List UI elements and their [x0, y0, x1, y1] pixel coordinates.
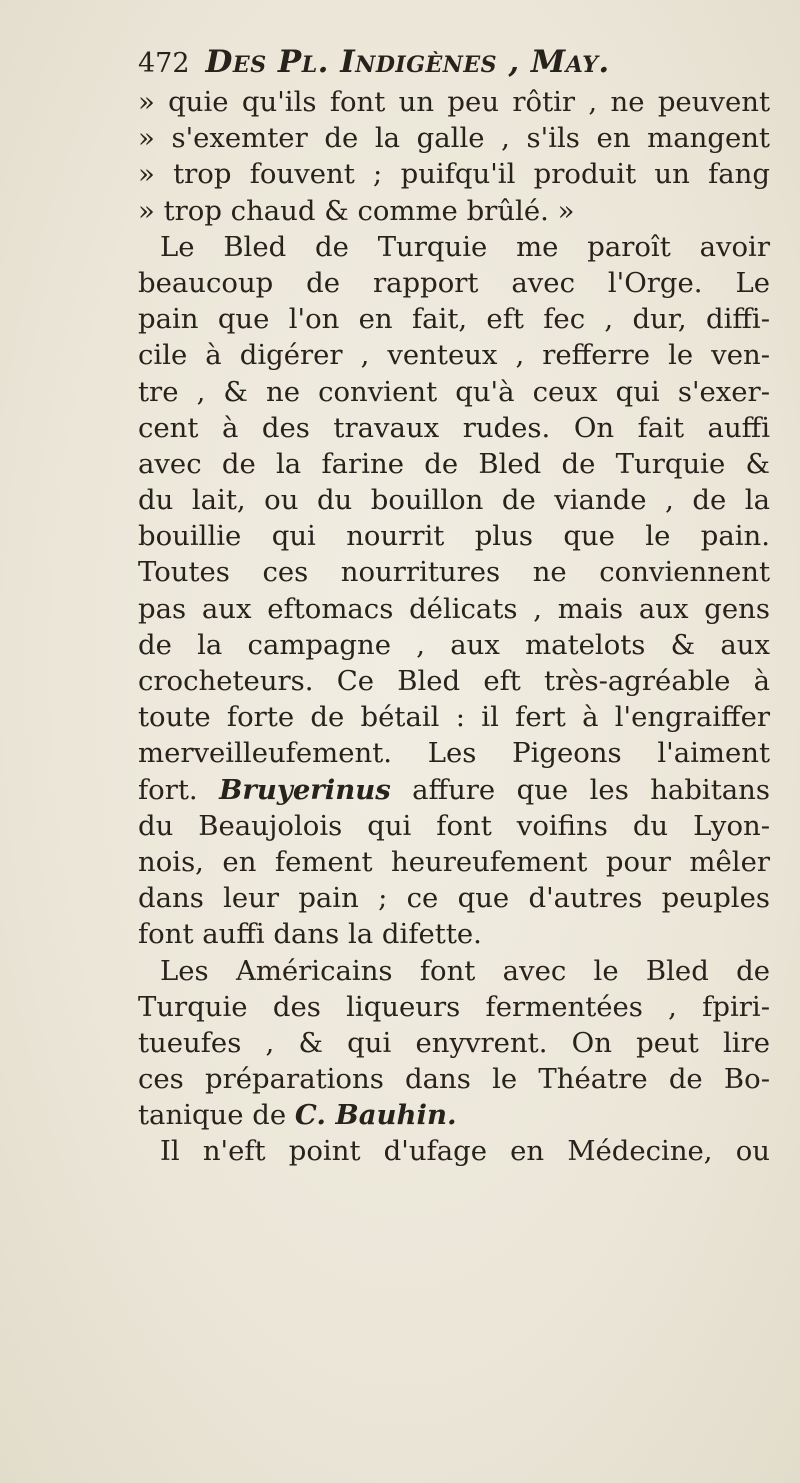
text-line: » quie qu'ils font un peu rôtir , ne peuvent — [138, 86, 770, 118]
text-fragment: tanique de — [138, 1099, 287, 1132]
text-line: Toutes ces nourritures ne conviennent — [138, 556, 770, 589]
text-line: beaucoup de rapport avec l'Orge. Le — [138, 266, 770, 299]
text-line: de la campagne , aux matelots & aux — [138, 628, 770, 661]
text-line: toute forte de bétail : il fert à l'engraiffer — [138, 701, 770, 734]
text-line: avec de la farine de Bled de Turquie & — [138, 447, 770, 480]
text-line: pain que l'on en fait, eft fec , dur, diffi- — [138, 303, 770, 336]
text-line: du Beaujolois qui font voifins du Lyon- — [138, 809, 770, 842]
text-line: cent à des travaux rudes. On fait auffi — [138, 411, 770, 444]
text-line: pas aux eftomacs délicats , mais aux gens — [138, 592, 770, 625]
page-number: 472 — [138, 48, 190, 79]
text-line: Il n'eft point d'ufage en Médecine, ou — [160, 1135, 770, 1168]
text-line: crocheteurs. Ce Bled eft très-agréable à — [138, 665, 770, 697]
text-line: merveilleufement. Les Pigeons l'aiment — [138, 737, 770, 770]
text-line: cile à digérer , venteux , refferre le ven- — [138, 339, 770, 372]
text-line: bouillie qui nourrit plus que le pain. — [138, 520, 770, 553]
text-line: nois, en fement heureufement pour mêler — [138, 845, 770, 878]
text-fragment: fort. — [138, 773, 198, 806]
text-line — [138, 772, 770, 808]
running-title: Des Pl. Indigènes , May. — [205, 44, 610, 80]
author-name: C. Bauhin. — [294, 1099, 457, 1132]
text-line: dans leur pain ; ce que d'autres peuples — [138, 882, 770, 915]
text-line: tueufes , & qui enyvrent. On peut lire — [138, 1026, 770, 1059]
text-line: Turquie des liqueurs fermentées , fpiri- — [138, 990, 770, 1023]
page-text — [138, 40, 770, 1170]
text-line: » trop fouvent ; puifqu'il produit un fang — [138, 158, 770, 191]
text-line: tre , & ne convient qu'à ceux qui s'exer- — [138, 375, 770, 408]
text-line: Les Américains font avec le Bled de — [160, 954, 770, 987]
text-fragment: affure que les habitans — [412, 773, 770, 806]
text-line: ces préparations dans le Théatre de Bo- — [138, 1063, 770, 1096]
text-line: font auffi dans la difette. — [138, 918, 482, 951]
author-name: Bruyerinus — [219, 773, 391, 806]
text-line: » s'exemter de la galle , s'ils en mangent — [138, 122, 770, 155]
text-line: du lait, ou du bouillon de viande , de la — [138, 484, 770, 517]
text-line: Le Bled de Turquie me paroît avoir — [160, 230, 770, 263]
page-header — [138, 40, 770, 84]
text-line — [138, 1097, 770, 1133]
text-line: » trop chaud & comme brûlé. » — [138, 194, 575, 227]
